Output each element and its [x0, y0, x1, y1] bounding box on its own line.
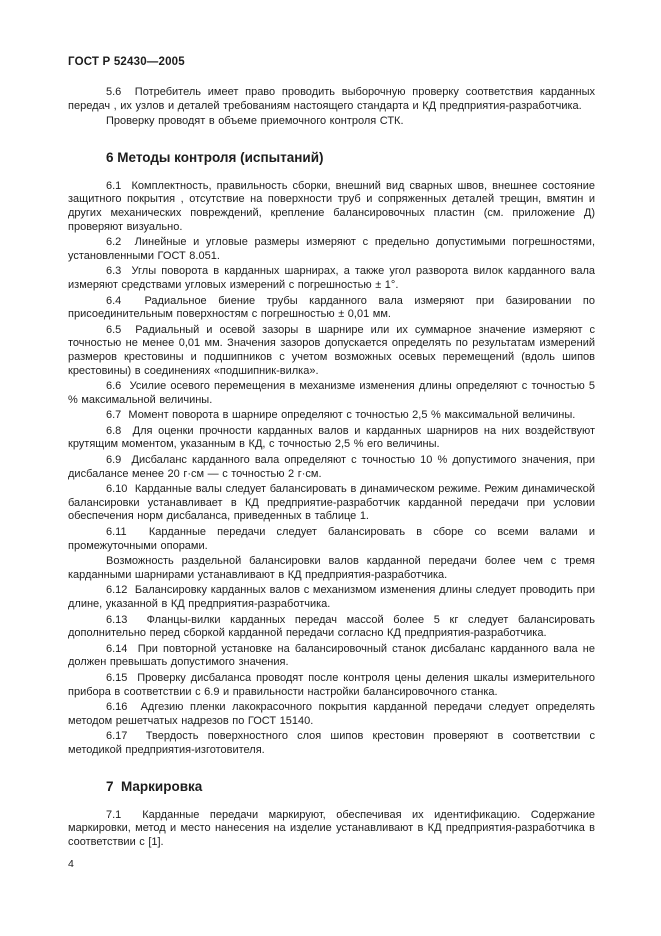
- paragraph: 6.12 Балансировку карданных валов с механизмом изменения длины следует проводить при длине, указанной в КД предприятия-разработчика.: [68, 584, 595, 610]
- paragraph: 6.2 Линейные и угловые размеры измеряют с предельно допустимыми погрешностями, установленными ГОСТ 8.051.: [68, 236, 595, 262]
- running-header: ГОСТ Р 52430—2005: [68, 56, 185, 68]
- paragraph: 6.6 Усилие осевого перемещения в механизме изменения длины определяют с точностью 5 % максимальной величины.: [68, 380, 595, 406]
- paragraph: 7.1 Карданные передачи маркируют, обеспечивая их идентификацию. Содержание маркировки, метод и место нанесения на изделие устанавливают в КД предприятия-разработчика в соответствии с [1].: [68, 808, 595, 848]
- page-number: 4: [68, 858, 74, 871]
- paragraph: 6.15 Проверку дисбаланса проводят после контроля цены деления шкалы измерительного прибора в соответствии с 6.9 и правильности настройки балансировочного станка.: [68, 671, 595, 698]
- paragraph: 6.16 Адгезию пленки лакокрасочного покрытия карданной передачи следует определять методом решетчатых надрезов по ГОСТ 15140.: [68, 701, 595, 727]
- paragraph: 6.7 Момент поворота в шарнире определяют с точностью 2,5 % максимальной величины.: [106, 409, 576, 422]
- paragraph: 6.13 Фланцы-вилки карданных передач массой более 5 кг следует балансировать дополнительно перед сборкой карданной передачи согласно КД предприятия-разработчика.: [68, 613, 595, 640]
- paragraph: 6.8 Для оценки прочности карданных валов и карданных шарниров на них воздействуют крутящим моментом, указанным в КД, с точностью 2,5 % его величины.: [68, 424, 595, 451]
- paragraph: 6.11 Карданные передачи следует балансировать в сборе со всеми валами и промежуточными опорами.: [68, 526, 595, 552]
- paragraph: 6.17 Твердость поверхностного слоя шипов крестовин проверяют в соответствии с методикой предприятия-изготовителя.: [68, 730, 595, 756]
- paragraph: 6.10 Карданные валы следует балансировать в динамическом режиме. Режим динамической балансировки устанавливает в КД предприятие-разработчик карданной передачи при условии обеспечения норм дисбаланса, приведенных в таблице 1.: [68, 483, 595, 523]
- paragraph: 6.3 Углы поворота в карданных шарнирах, а также угол разворота вилок карданного вала измеряют средствами угловых измерений с погрешностью ± 1°.: [68, 265, 595, 291]
- paragraph: 6.14 При повторной установке на балансировочный станок дисбаланс карданного вала не должен превышать допустимого значения.: [68, 642, 595, 669]
- paragraph: 6.4 Радиальное биение трубы карданного вала измеряют при базировании по присоединительным поверхностям с погрешностью ± 0,01 мм.: [68, 294, 595, 321]
- section-heading: 6 Методы контроля (испытаний): [106, 149, 324, 165]
- paragraph: Проверку проводят в объеме приемочного контроля СТК.: [106, 115, 404, 128]
- paragraph: 6.5 Радиальный и осевой зазоры в шарнире или их суммарное значение измеряют с точностью не менее 0,01 мм. Значения зазоров допускается определять по результатам измерений размеров крестовины и подшипников с учетом возможных осевых перемещений (вдоль шипов крестовины) в соединениях «подшипник-вилка».: [68, 323, 595, 377]
- paragraph: Возможность раздельной балансировки валов карданной передачи более чем с тремя карданными шарнирами устанавливают в КД предприятия-разработчика.: [68, 555, 595, 581]
- document-body: [68, 86, 595, 849]
- paragraph: 5.6 Потребитель имеет право проводить выборочную проверку соответствия карданных передач , их узлов и деталей требованиям настоящего стандарта и КД предприятия-разработчика.: [68, 86, 595, 112]
- section-heading: 7 Маркировка: [106, 778, 203, 794]
- paragraph: 6.1 Комплектность, правильность сборки, внешний вид сварных швов, внешнее состояние защитного покрытия , отсутствие на поверхности труб и сопряженных деталей трещин, вмятин и других механических повреждений, крепление балансировочных пластин (см. приложение Д) проверяют визуально.: [68, 179, 595, 233]
- paragraph: 6.9 Дисбаланс карданного вала определяют с точностью 10 % допустимого значения, при дисбалансе менее 20 г·см — с точностью 2 г·см.: [68, 454, 595, 480]
